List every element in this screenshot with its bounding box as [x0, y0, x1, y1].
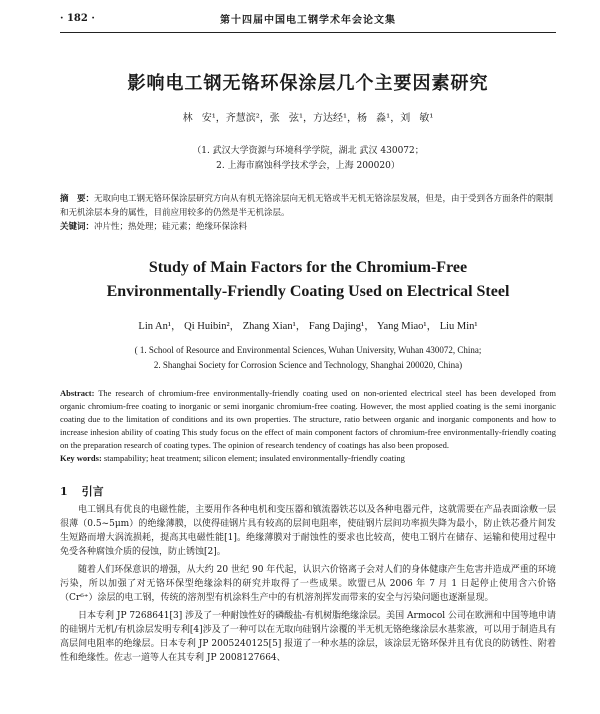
body-paragraph: 电工钢具有优良的电磁性能，主要用作各种电机和变压器和镇流器铁芯以及各种电器元件，这就需要在产品表面涂敷一层很薄（0.5~5μm）的绝缘薄膜，以使得硅钢片具有较高的层间电阻率，使硅钢片层间功率损失降为最小，防止铁芯叠片间发生短路而增大涡流损耗，提高其电磁性能[1]。绝缘薄膜对于耐蚀性的要求也比较高，使电工钢片在储存、运输和使用过程中免受各种腐蚀介质的侵蚀，防止锈蚀[2]。 [60, 505, 556, 557]
affiliation-line: 2. 上海市腐蚀科学技术学会，上海 200020） [216, 161, 400, 171]
keywords-label-en: Key words: [60, 453, 102, 463]
journal-title: 第十四届中国电工钢学术年会论文集 [220, 14, 396, 26]
page-number: · 182 · [60, 12, 95, 24]
abstract-text-en: The research of chromium-free environmentally-friendly coating used on non-oriented electrical steel has been developed from organic chromium-free coating to inorganic or semi inorganic chromium-free coating. However, the most applied coating is the semi inorganic coating due to the limitation of conditions and its own properties. The structure, ratio between organic and inorganic components and how to increase inhesion ability of coating This study focus on the effect of main component factors of chromium-free environmentally-friendly coating on the preparation research of coating types. The opinion of research tendency of coatings has also been proposed. [60, 388, 556, 450]
paper-page [0, 4, 600, 714]
abstract-label-en: Abstract: [60, 388, 95, 398]
authors-cn: 林 安¹，齐慧滨²，张 弦¹，方达经¹，杨 淼¹，刘 敏¹ [182, 113, 434, 124]
section-number: 1 [60, 485, 68, 498]
title-en-line: Environmentally-Friendly Coating Used on Electrical Steel [106, 283, 510, 300]
affiliation-line: ( 1. School of Resource and Environmental Sciences, Wuhan University, Wuhan 430072, China; [134, 345, 482, 355]
title-en-line: Study of Main Factors for the Chromium-Free [148, 259, 468, 276]
abstract-text-cn: 无取向电工钢无铬环保涂层研究方向从有机无铬涂层向无机无铬或半无机无铬涂层发展，但是，由于受到各方面条件的限制和无机涂层本身的属性，目前应用较多的仍然是半无机涂层。 [60, 194, 554, 218]
section-heading [60, 483, 556, 499]
affiliations-en [60, 343, 556, 373]
abstract-en [60, 387, 556, 465]
affiliation-line: 2. Shanghai Society for Corrosion Science and Technology, Shanghai 200020, China) [153, 360, 463, 370]
abstract-cn [60, 192, 556, 234]
running-header [60, 4, 556, 33]
section-title: 引言 [81, 485, 104, 498]
affiliation-line: （1. 武汉大学资源与环境科学学院，湖北 武汉 430072； [192, 146, 424, 156]
body-paragraph: 随着人们环保意识的增强，从大约 20 世纪 90 年代起，认识六价铬离子会对人们的身体健康产生危害并造成严重的环境污染，所以加强了对无铬环保型绝缘涂料的研究并取得了一些成果。欧盟已从 2006 年 7 月 1 日起停止使用含六价铬（Cr⁶⁺）涂层的电工钢，传统的溶剂型有机涂料生产中的有机溶剂挥发而带来的安全与污染问题也逐渐显现。 [60, 565, 556, 603]
keywords-en: stampability; heat treatment; silicon element; insulated environmentally-friendly coating [103, 453, 405, 463]
keywords-label-cn: 关键词： [60, 222, 95, 232]
paper-title-en [60, 256, 556, 304]
authors-en: Lin An¹， Qi Huibin²， Zhang Xian¹， Fang Dajing¹， Yang Miao¹， Liu Min¹ [138, 321, 478, 332]
body-paragraph: 日本专利 JP 7268641[3] 涉及了一种耐蚀性好的磷酸盐-有机树脂绝缘涂层。美国 Armocol 公司在欧洲和中国等地申请的硅钢片无机/有机涂层发明专利[4]涉及了一种可以在无取向硅钢片涂覆的半无机无铬绝缘涂层水基浆液，可以用于制造具有高层间电阻率的绝缘层。日本专利 JP 2005240125[5] 报道了一种水基的涂层，该涂层无铬环保并且有优良的防锈性、附着性和绝缘性。佐志一道等人在其专利 JP 2008127664、 [60, 611, 556, 663]
abstract-label-cn: 摘 要： [60, 194, 95, 204]
paper-title-cn: 影响电工钢无铬环保涂层几个主要因素研究 [127, 73, 489, 94]
keywords-cn: 冲片性；热处理；硅元素；绝缘环保涂料 [94, 222, 248, 232]
affiliations-cn [60, 144, 556, 174]
